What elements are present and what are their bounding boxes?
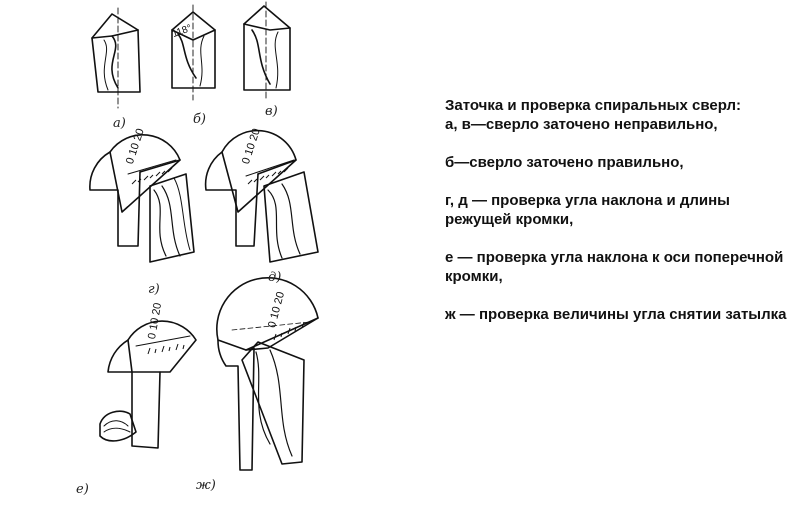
caption-spacer: [445, 172, 790, 191]
caption-spacer: [445, 286, 790, 305]
drill-a-drawing: [92, 8, 140, 108]
caption-text: [445, 96, 790, 324]
caption-item-gd: г, д — проверка угла наклона и длины режущей кромки,: [445, 192, 730, 228]
gauge-e-drawing: [100, 321, 196, 448]
drill-v-drawing: [244, 2, 290, 100]
caption-item-e: е — проверка угла наклона к оси поперечной кромки,: [445, 249, 784, 285]
gauge-d-drawing: [206, 131, 318, 262]
label-d: д): [268, 270, 282, 285]
caption-spacer: [445, 229, 790, 248]
label-a: а): [113, 116, 126, 131]
label-zh: ж): [196, 478, 216, 493]
label-g: г): [148, 282, 160, 297]
gauge-zh-drawing: [217, 278, 318, 470]
caption-title: Заточка и проверка спиральных сверл:: [445, 97, 742, 114]
label-v: в): [265, 104, 278, 119]
drill-b-drawing: [172, 5, 215, 100]
scale-numbers-d: 0 10 20: [240, 127, 263, 166]
scale-numbers-zh: 0 10 20: [266, 290, 288, 330]
scale-numbers-e: 0 10 20: [146, 301, 165, 341]
gauge-g-drawing: [90, 135, 194, 262]
angle-label: 118°: [170, 22, 194, 41]
label-e: е): [76, 482, 89, 497]
caption-item-b: б—сверло заточено правильно,: [445, 154, 684, 171]
caption-spacer: [445, 134, 790, 153]
scale-numbers-g: 0 10 20: [124, 127, 147, 166]
caption-item-zh: ж — проверка величины угла снятии затылка: [445, 306, 787, 323]
label-b: б): [193, 112, 207, 127]
caption-item-av: а, в—сверло заточено неправильно,: [445, 116, 718, 133]
